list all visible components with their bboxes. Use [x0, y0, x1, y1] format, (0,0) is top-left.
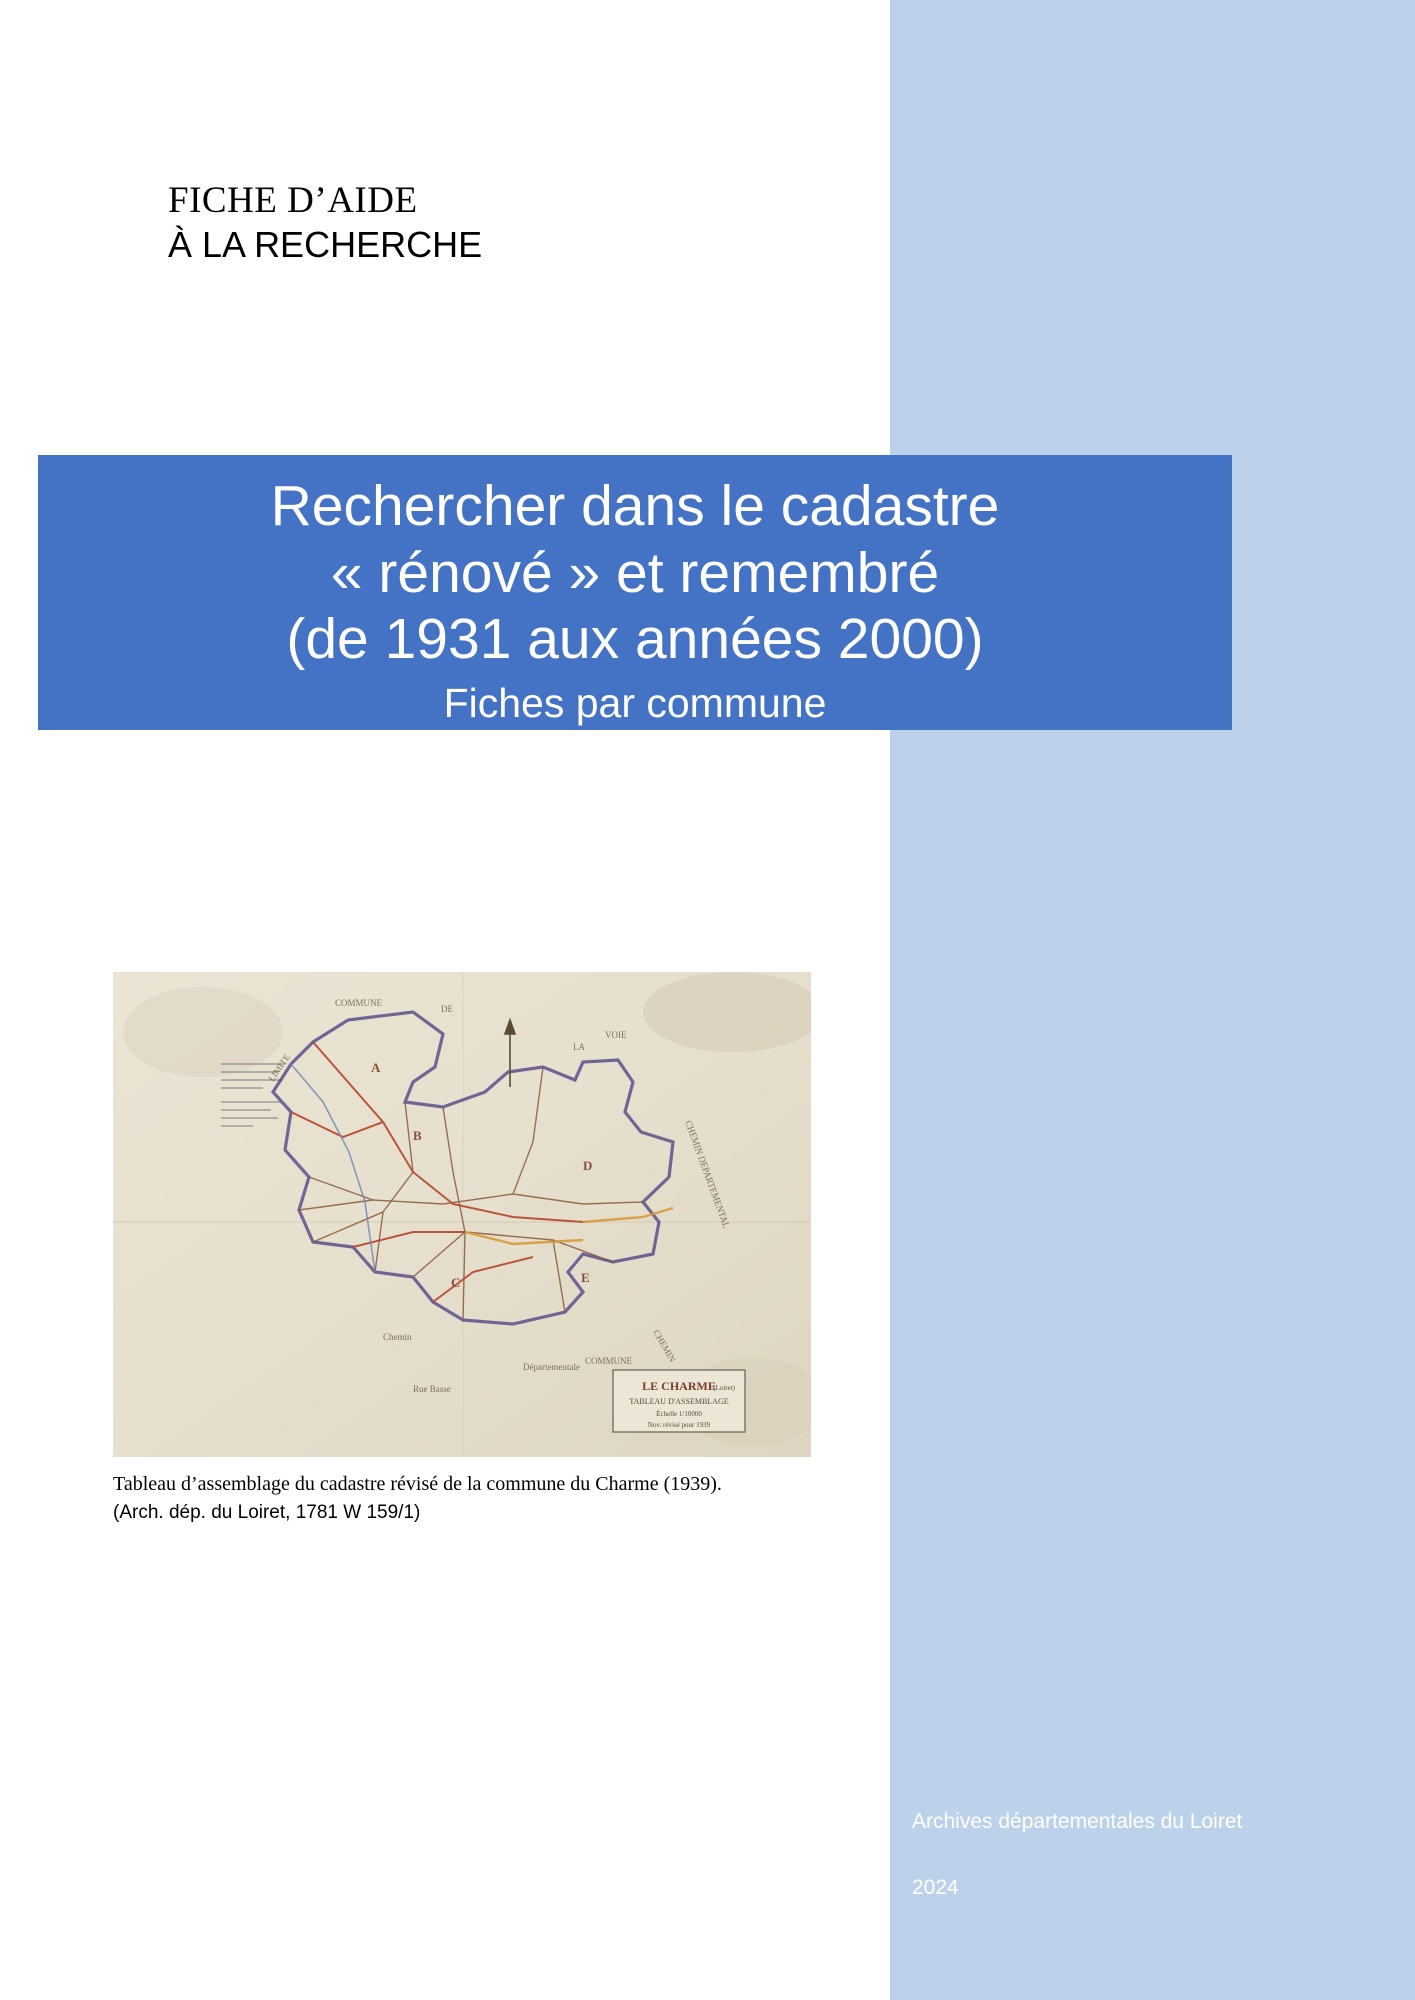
svg-text:Nov. révisé pour 1939: Nov. révisé pour 1939: [647, 1421, 711, 1429]
svg-text:COMMUNE: COMMUNE: [585, 1356, 633, 1366]
svg-text:Rue Basse: Rue Basse: [413, 1384, 451, 1394]
svg-text:LIMITE: LIMITE: [266, 1052, 293, 1084]
svg-text:Chemin: Chemin: [383, 1332, 412, 1342]
svg-text:Échelle 1/10000: Échelle 1/10000: [656, 1410, 702, 1418]
title-banner: [38, 455, 1232, 730]
page-side-band: [890, 0, 1415, 2000]
svg-text:(Loiret): (Loiret): [713, 1384, 735, 1392]
svg-text:VOIE: VOIE: [605, 1030, 627, 1040]
figure-caption: [113, 1470, 873, 1527]
header-line-1: FICHE D’AIDE: [168, 180, 418, 221]
map-image: [113, 972, 811, 1457]
svg-text:E: E: [581, 1270, 590, 1285]
svg-text:DE: DE: [441, 1004, 453, 1014]
document-header: [168, 178, 482, 267]
svg-text:Départementale: Départementale: [523, 1362, 580, 1372]
title-line-1: Rechercher dans le cadastre: [270, 474, 1000, 538]
figure-caption-line-1: Tableau d’assemblage du cadastre révisé de la commune du Charme (1939).: [113, 1473, 722, 1495]
figure-cadastral-map: [113, 972, 811, 1457]
svg-text:LA: LA: [573, 1042, 585, 1052]
svg-text:B: B: [413, 1128, 422, 1143]
title-line-2: « rénové » et remembré: [330, 540, 940, 605]
svg-text:CHEMIN: CHEMIN: [651, 1328, 678, 1364]
title-line-3: (de 1931 aux années 2000): [286, 607, 984, 672]
svg-text:LE CHARME: LE CHARME: [642, 1379, 716, 1393]
svg-text:D: D: [583, 1158, 593, 1173]
svg-text:CHEMIN DEPARTEMENTAL: CHEMIN DEPARTEMENTAL: [683, 1119, 732, 1230]
footer-year: 2024: [912, 1876, 959, 1899]
svg-text:A: A: [371, 1060, 381, 1075]
header-line-2: À LA RECHERCHE: [168, 224, 483, 266]
page-footer: [912, 1810, 1242, 1900]
title-subtitle: Fiches par commune: [443, 680, 827, 727]
map-drawing: [113, 972, 811, 1457]
svg-text:C: C: [451, 1275, 461, 1290]
svg-text:COMMUNE: COMMUNE: [335, 998, 383, 1008]
footer-organisation: Archives départementales du Loiret: [912, 1810, 1243, 1833]
svg-text:TABLEAU D'ASSEMBLAGE: TABLEAU D'ASSEMBLAGE: [629, 1397, 729, 1406]
figure-caption-line-2: (Arch. dép. du Loiret, 1781 W 159/1): [113, 1502, 421, 1523]
